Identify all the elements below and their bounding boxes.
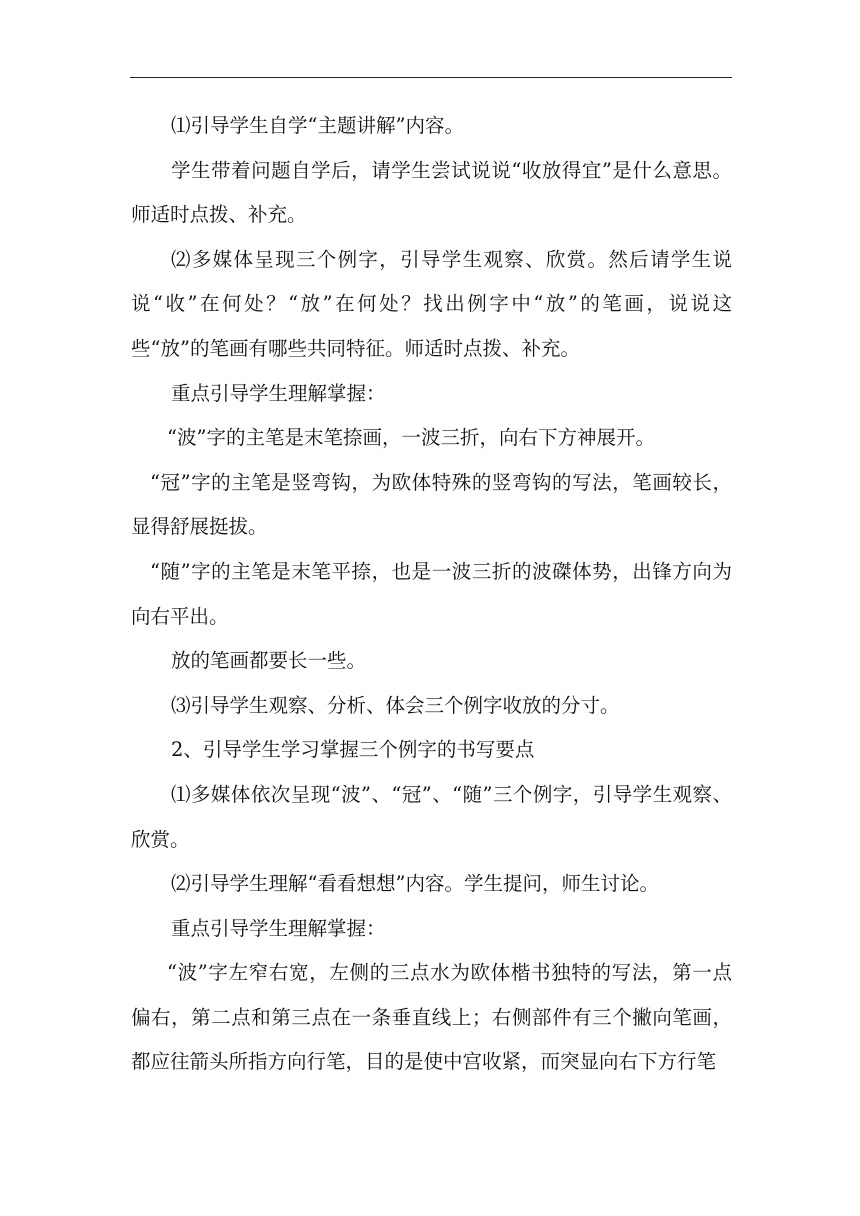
paragraph-guide-self-study: ⑴引导学生自学“主题讲解”内容。 [171,114,464,137]
paragraph-key-points-heading: 重点引导学生理解掌握： [171,381,386,405]
paragraph-student-self-study: 学生带着问题自学后，请学生尝试说说“收放得宜”是什么意思。师适时点拨、补充。 [131,158,732,227]
paragraph-guan-character: “冠”字的主笔是竖弯钩，为欧体特殊的竖弯钩的写法，笔画较长，显得舒展挺拔。 [131,470,732,539]
document-body [131,104,732,1085]
paragraph-long-strokes: 放的笔画都要长一些。 [171,649,367,673]
paragraph-multimedia-examples: ⑵多媒体呈现三个例字，引导学生观察、欣赏。然后请学生说说“收”在何处？“放”在何处？找出例字中“放”的笔画，说说这些“放”的笔画有哪些共同特征。师适时点拨、补充。 [131,247,732,360]
paragraph-look-and-think: ⑵引导学生理解“看看想想”内容。学生提问，师生讨论。 [171,872,659,896]
paragraph-section-two-heading: 2、引导学生学习掌握三个例字的书写要点 [171,738,535,762]
header-rule [130,77,732,78]
paragraph-multimedia-sequence: ⑴多媒体依次呈现“波”、“冠”、“随”三个例字，引导学生观察、欣赏。 [131,782,732,851]
paragraph-bo-structure: “波”字左窄右宽，左侧的三点水为欧体楷书独特的写法，第一点偏右，第二点和第三点在一条垂直线上；右侧部件有三个撇向笔画，都应往箭头所指方向行笔，目的是使中宫收紧，而突显向右下方行笔 [131,961,732,1074]
paragraph-bo-character: “波”字的主笔是末笔捺画，一波三折，向右下方神展开。 [167,426,655,450]
paragraph-sui-character: “随”字的主笔是末笔平捺，也是一波三折的波磔体势，出锋方向为向右平出。 [131,559,732,628]
paragraph-key-points-heading-2: 重点引导学生理解掌握： [171,916,386,940]
paragraph-observe-analyze: ⑶引导学生观察、分析、体会三个例字收放的分寸。 [171,693,620,717]
